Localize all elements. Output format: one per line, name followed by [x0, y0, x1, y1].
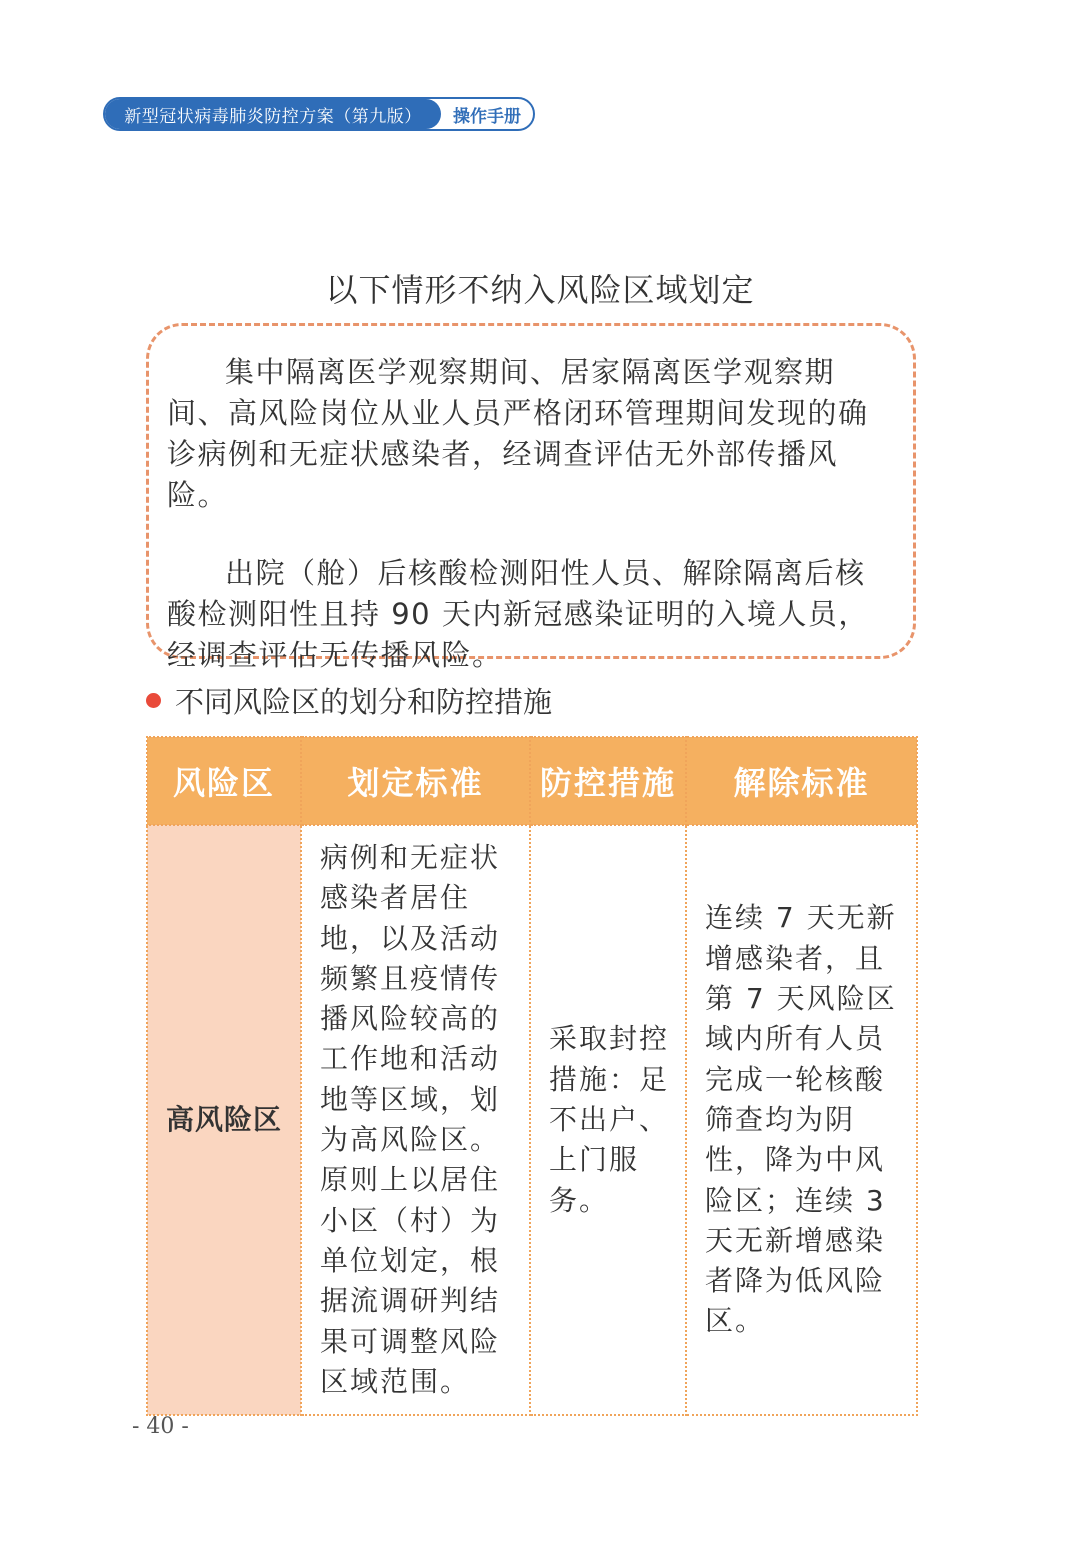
exclusion-notice-box [146, 323, 916, 672]
column-header-zone: 风险区 [147, 737, 301, 825]
column-header-measures: 防控措施 [530, 737, 686, 825]
document-header [103, 97, 535, 131]
exclusion-paragraph: 出院（舱）后核酸检测阳性人员、解除隔离后核酸检测阳性且持 90 天内新冠感染证明的入境人员，经调查评估无传播风险。 [167, 556, 869, 672]
exclusion-title: 以下情形不纳入风险区域划定 [325, 271, 755, 309]
exclusion-paragraph: 集中隔离医学观察期间、居家隔离医学观察期间、高风险岗位从业人员严格闭环管理期间发现的确诊病例和无症状感染者，经调查评估无外部传播风险。 [167, 355, 869, 512]
table-row [147, 825, 917, 1415]
section-heading [146, 680, 552, 721]
document-title: 新型冠状病毒肺炎防控方案（第九版） [105, 99, 441, 129]
cell-criteria: 病例和无症状感染者居住地，以及活动频繁且疫情传播风险较高的工作地和活动地等区域，划为高风险区。原则上以居住小区（村）为单位划定，根据流调研判结果可调整风险区域范围。 [301, 825, 530, 1415]
cell-zone: 高风险区 [147, 825, 301, 1415]
bullet-dot-icon [146, 693, 161, 708]
risk-zone-table [146, 736, 918, 1416]
page-number: - 40 - [132, 1414, 189, 1439]
table-header-row [147, 737, 917, 825]
column-header-release: 解除标准 [686, 737, 917, 825]
section-heading-text: 不同风险区的划分和防控措施 [175, 685, 553, 719]
column-header-criteria: 划定标准 [301, 737, 530, 825]
cell-measures: 采取封控措施：足不出户、上门服务。 [530, 825, 686, 1415]
cell-release: 连续 7 天无新增感染者，且第 7 天风险区域内所有人员完成一轮核酸筛查均为阴性，降为中风险区；连续 3 天无新增感染者降为低风险区。 [686, 825, 917, 1415]
document-subtitle: 操作手册 [453, 106, 521, 127]
